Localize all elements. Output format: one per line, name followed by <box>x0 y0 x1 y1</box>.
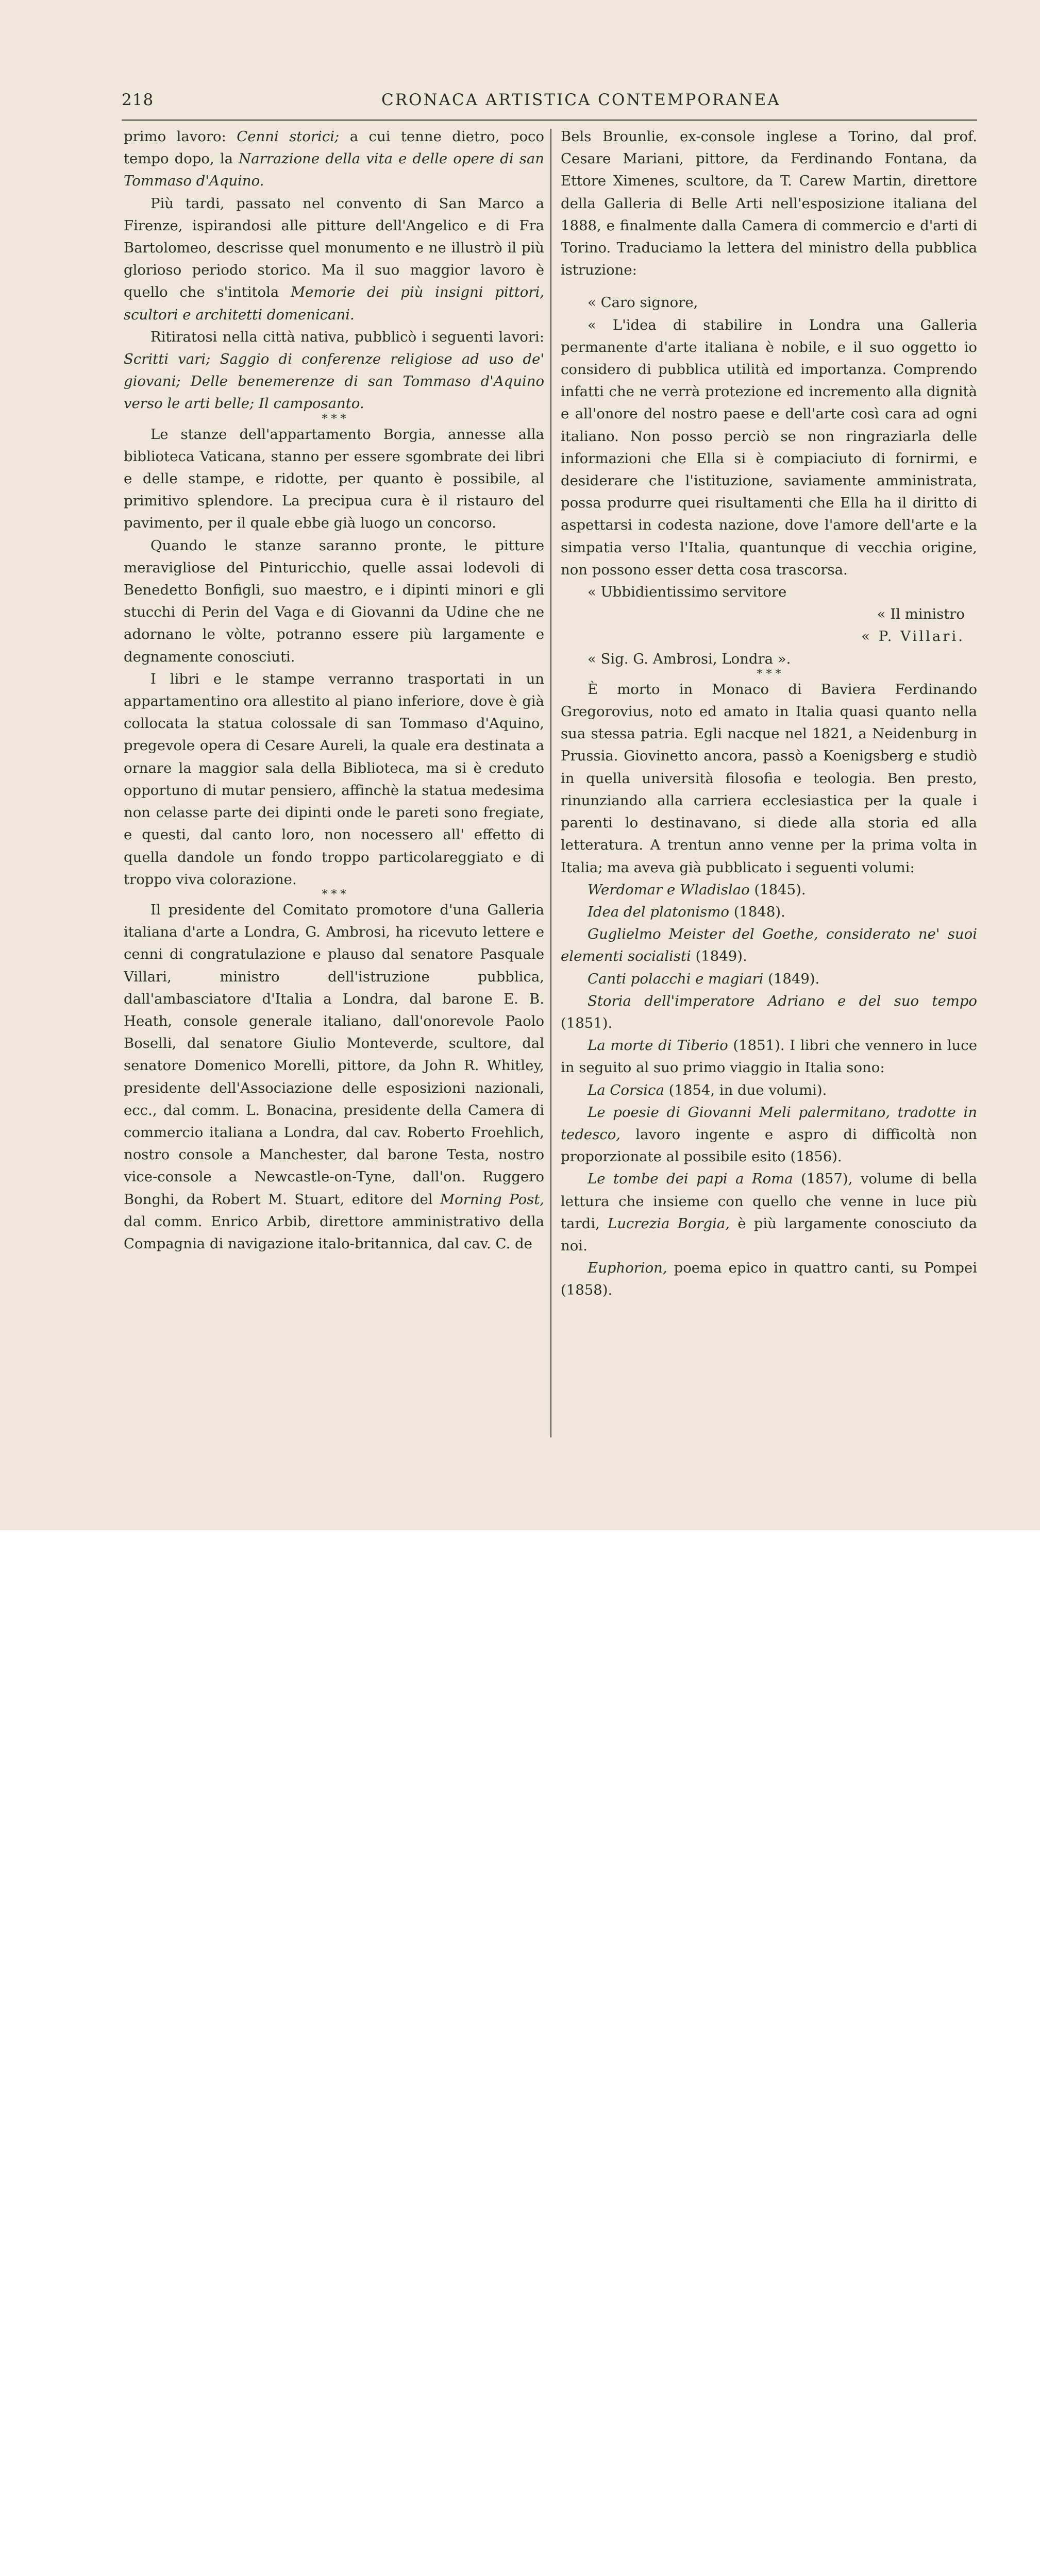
book-entry: Werdomar e Wladislao (1845). <box>588 881 806 898</box>
header-rule <box>122 120 977 121</box>
paragraph: I libri e le stampe verranno trasportati in un appartamentino ora allestito al piano inferiore, dove è già collocata la statua colossale di san Tommaso d'Aquino, pregevole opera di Cesare Aureli, la quale era destinata a ornare la maggior sala della Biblioteca, ma si è creduto opportuno di mutar pensiero, affinchè la statua medesima non celasse parte dei dipinti onde le pareti sono fregiate, e questi, dal canto loro, non nocessero all' effetto di quella dandole un fondo troppo particolareggiato e di troppo viva colorazione. <box>124 670 544 888</box>
letter-body: « L'idea di stabilire in Londra una Galleria permanente d'arte italiana è nobile, e il suo oggetto io considero di pubblica utilità ed importanza. Comprendo infatti che ne verrà protezione ed incremento alla dignità e all'onore del nostro paese e dell'arte così cara ad ogni italiano. Non posso perciò se non ringraziarla delle informazioni che Ella si è compiaciuto di fornirmi, e desiderare che l'istituzione, saviamente amministrata, possa produrre quei risultamenti che Ella ha il diritto di aspettarsi in codesta nazione, dove l'amore dell'arte e la simpatia verso l'Italia, quantunque di vecchia origine, non possono esser detta cosa trascorsa. <box>561 316 977 578</box>
section-separator: * * * <box>322 412 346 426</box>
book-entry: Le tombe dei papi a Roma (1857), volume di bella lettura che insieme con quello che venne in luce più tardi, Lucrezia Borgia, è più largamente conosciuto da noi. <box>561 1171 977 1254</box>
paragraph: Quando le stanze saranno pronte, le pitture meravigliose del Pinturicchio, quelle assai lodevoli di Benedetto Bonfigli, suo maestro, e i dipinti minori e gli stucchi di Perin del Vaga e di Giovanni da Udine che ne adornano le vòlte, potranno essere più largamente e degnamente conosciuti. <box>124 537 544 665</box>
section-separator: * * * <box>757 667 781 681</box>
book-entry: Euphorion, poema epico in quattro canti, su Pompei (1858). <box>561 1260 977 1299</box>
paragraph: Ritiratosi nella città nativa, pubblicò i seguenti lavori: Scritti vari; Saggio di conferenze religiose ad uso de' giovani; Delle benemerenze di san Tommaso d'Aquino verso le arti belle; Il camposanto. <box>124 328 544 412</box>
letter-addressee: « Sig. G. Ambrosi, Londra ». <box>588 650 791 667</box>
paragraph: Il presidente del Comitato promotore d'una Galleria italiana d'arte a Londra, G. Ambrosi, ha ricevuto lettere e cenni di congratulazione e plauso dal senatore Pasquale Villari, ministro dell'istruzione pubblica, dall'ambasciatore d'Italia a Londra, dal barone E. B. Heath, console generale italiano, dall'onorevole Paolo Boselli, dal senatore Giulio Monteverde, scultore, dal senatore Domenico Morelli, pittore, da John R. Whitley, presidente dell'Associazione delle esposizioni nazionali, ecc., dal comm. L. Bonacina, presidente della Camera di commercio italiana a Londra, dal cav. Roberto Froehlich, nostro console a Manchester, dal barone Testa, nostro vice-console a Newcastle-on-Tyne, dall'on. Ruggero Bonghi, da Robert M. Stuart, editore del Morning Post, dal comm. Enrico Arbib, direttore amministrativo della Compagnia di navigazione italo-britannica, dal cav. C. de <box>124 901 544 1252</box>
book-entry: La morte di Tiberio (1851). I libri che vennero in luce in seguito al suo primo viaggio in Italia sono: <box>561 1037 977 1076</box>
book-entry: Guglielmo Meister del Goethe, considerato ne' suoi elementi socialisti (1849). <box>561 926 977 965</box>
letter-signature-title: « Il ministro <box>877 606 965 623</box>
page-number: 218 <box>122 91 154 109</box>
column-divider <box>550 129 551 1437</box>
letter-signature-name: « P. Villari. <box>861 628 965 645</box>
paragraph: primo lavoro: Cenni storici; a cui tenne dietro, poco tempo dopo, la Narrazione della vita e delle opere di san Tommaso d'Aquino. <box>124 128 544 190</box>
section-separator: * * * <box>322 888 346 901</box>
paragraph: È morto in Monaco di Baviera Ferdinando Gregorovius, noto ed amato in Italia quasi quanto nella sua stessa patria. Egli nacque nel 1821, a Neidenburg in Prussia. Giovinetto ancora, passò a Koenigsberg e studiò in quella università filosofia e teologia. Ben presto, rinunziando alla carriera ecclesiastica per la quale i parenti lo destinavano, si diede alla storia ed alla letteratura. A trentun anno venne per la prima volta in Italia; ma aveva già pubblicato i seguenti volumi: <box>561 681 977 876</box>
book-entry: Le poesie di Giovanni Meli palermitano, tradotte in tedesco, lavoro ingente e aspro di difficoltà non proporzionate al possibile esito (1856). <box>561 1104 977 1165</box>
running-title: CRONACA ARTISTICA CONTEMPORANEA <box>381 91 781 109</box>
viewer-footer <box>0 1530 1040 1634</box>
letter-closing: « Ubbidientissimo servitore <box>588 584 787 601</box>
paragraph: Più tardi, passato nel convento di San Marco a Firenze, ispirandosi alle pitture dell'Angelico e di Fra Bartolomeo, descrisse quel monumento e ne illustrò il più glorioso periodo storico. Ma il suo maggior lavoro è quello che s'intitola Memorie dei più insigni pittori, scultori e architetti domenicani. <box>124 195 545 323</box>
book-entry: La Corsica (1854, in due volumi). <box>588 1081 827 1098</box>
paragraph: Bels Brounlie, ex-console inglese a Torino, dal prof. Cesare Mariani, pittore, da Ferdinando Fontana, da Ettore Ximenes, scultore, da T. Carew Martin, direttore della Galleria di Belle Arti nell'esposizione italiana del 1888, e finalmente dalla Camera di commercio e d'arti di Torino. Traduciamo la lettera del ministro della pubblica istruzione: <box>561 128 977 279</box>
right-column <box>561 126 977 1302</box>
letter-salutation: « Caro signore, <box>588 294 698 311</box>
paragraph: Le stanze dell'appartamento Borgia, annesse alla biblioteca Vaticana, stanno per essere sgombrate dei libri e delle stampe, e ridotte, per quanto è possibile, al primitivo splendore. La precipua cura è il ristauro del pavimento, per il quale ebbe già luogo un concorso. <box>124 426 544 532</box>
book-entry: Storia dell'imperatore Adriano e del suo tempo (1851). <box>561 992 977 1031</box>
left-column <box>124 126 544 1255</box>
book-entry: Idea del platonismo (1848). <box>588 903 785 920</box>
book-entry: Canti polacchi e magiari (1849). <box>588 970 820 987</box>
